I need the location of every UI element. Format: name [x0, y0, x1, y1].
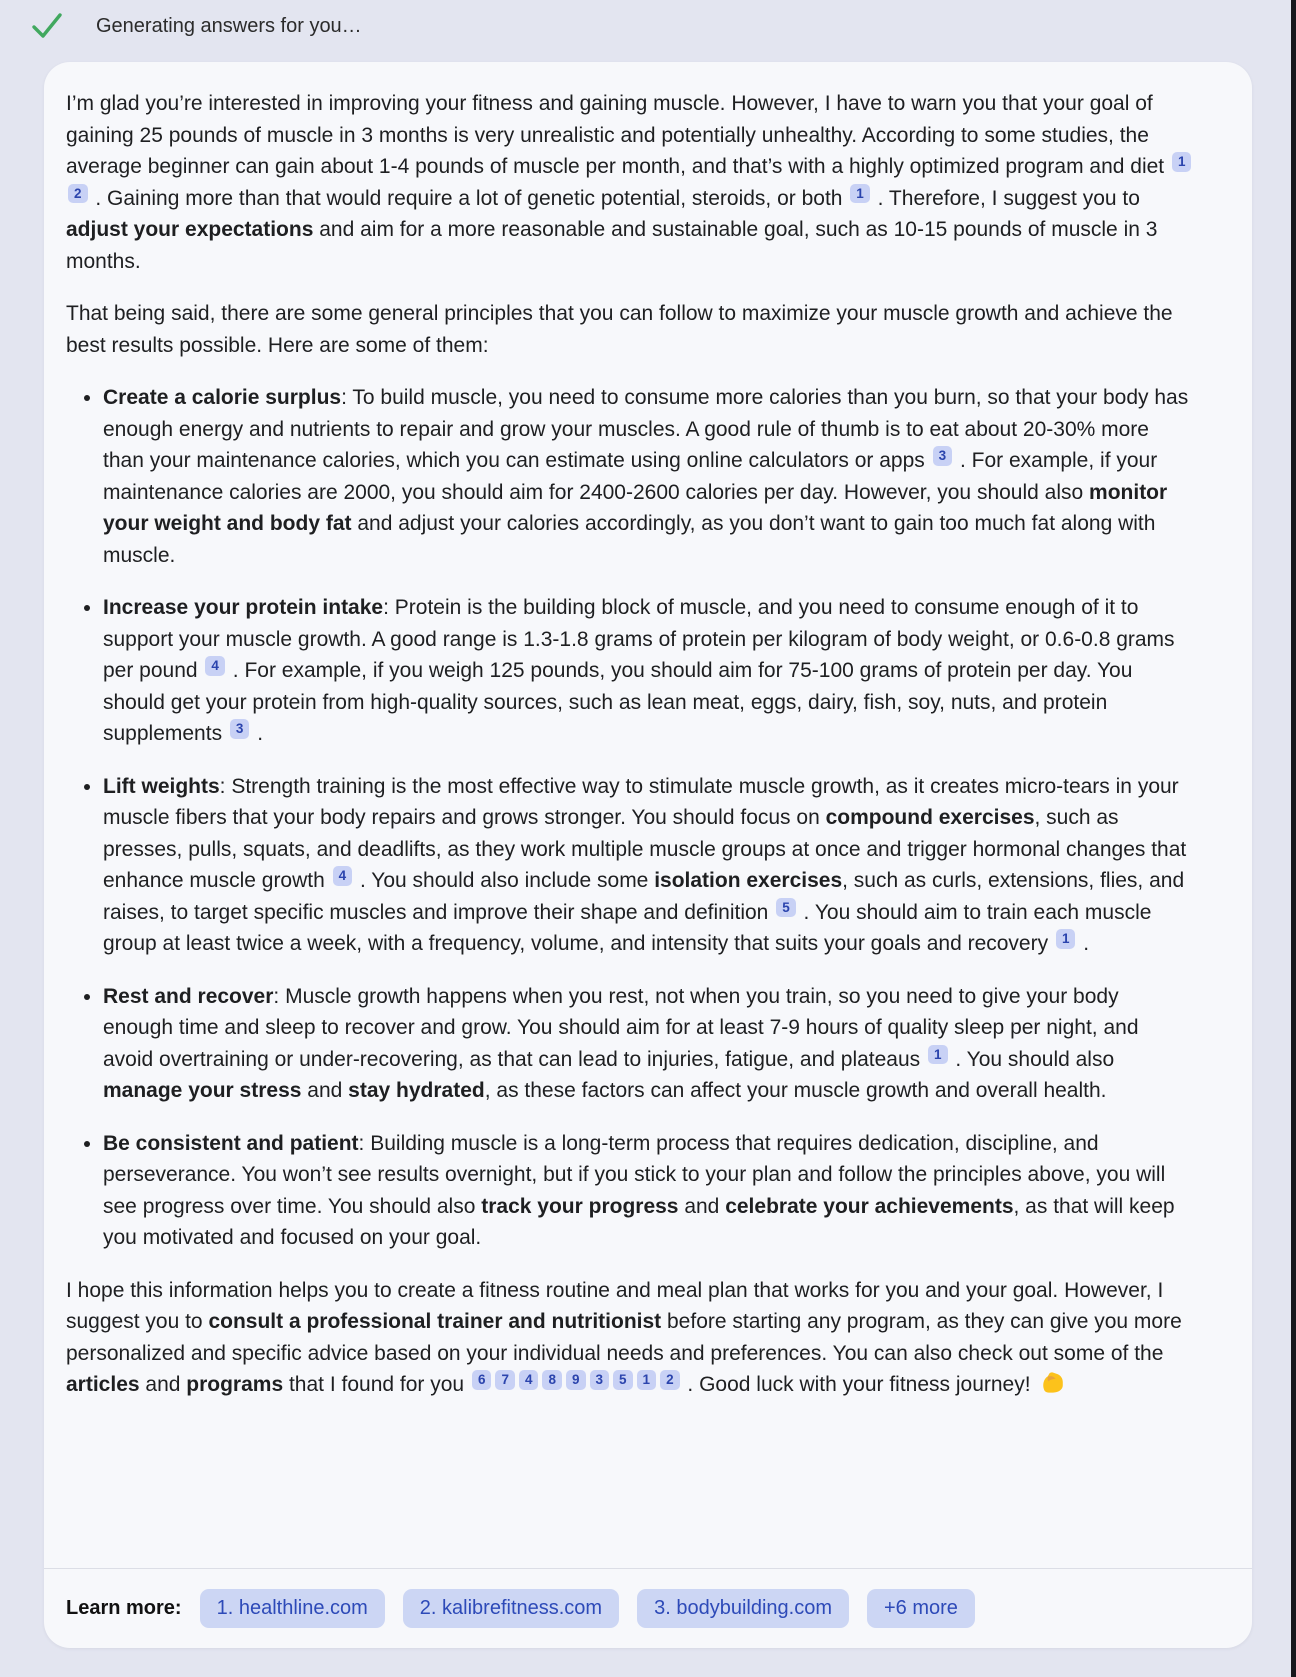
outro-paragraph: I hope this information helps you to create a fitness routine and meal plan that works for you and your goal. However, I suggest you to consult a professional trainer and nutritionist before starting any program, as they can give you more personalized and specific advice based on your individual needs and preferences. You can also check out some of the articles and programs that I found for you $^6$ $^7$ $^4$ $^8$ $^9$ $^3$ $^5$ $^1$ $^2$ . Good luck with your fitness journey!	[66, 1278, 1182, 1396]
learn-more-more-button[interactable]: +6 more	[867, 1589, 975, 1628]
learn-more-link-healthline[interactable]: 1. healthline.com	[200, 1589, 385, 1628]
principles-lead-paragraph: That being said, there are some general principles that you can follow to maximize your muscle growth and achieve the best results possible. Here are some of them:	[66, 302, 1173, 357]
citation-badge[interactable]: 1	[637, 1370, 657, 1390]
citation-badge[interactable]: 1	[1172, 152, 1192, 172]
citation-badge[interactable]: 1	[1056, 929, 1076, 949]
citation-badge[interactable]: 2	[68, 184, 88, 204]
citation-badge[interactable]: 5	[776, 898, 796, 918]
principle-item: • Create a calorie surplus: To build muscle, you need to consume more calories than you burn, so that your body has enough energy and nutrients to repair and grow your muscles. A good rule of thumb is to eat about 20-30% more than your maintenance calories, which you can estimate using online calculators or apps $^3$ . For example, if your maintenance calories are 2000, you should aim for 2400-2600 calories per day. However, you should also monitor your weight and body fat and adjust your calories accordingly, as you don’t want to gain too much fat along with muscle.	[103, 382, 1194, 571]
flexed-biceps-emoji	[1038, 1369, 1064, 1395]
intro-paragraph: I’m glad you’re interested in improving your fitness and gaining muscle. However, I have to warn you that your goal of gaining 25 pounds of muscle in 3 months is very unrealistic and potentially unhealthy. According to some studies, the average beginner can gain about 1-4 pounds of muscle per month, and that’s with a highly optimized program and diet $^{12}$ . Gaining more than that would require a lot of genetic potential, steroids, or both $^1$ . Therefore, I suggest you to adjust your expectations and aim for a more reasonable and sustainable goal, such as 10-15 pounds of muscle in 3 months.	[66, 88, 1194, 277]
status-row	[0, 0, 1296, 44]
citation-badge[interactable]: 4	[333, 866, 353, 886]
citation-badge[interactable]: 1	[928, 1045, 948, 1065]
citation-badge[interactable]: 2	[660, 1370, 680, 1390]
citation-badge[interactable]: 3	[933, 446, 953, 466]
answer-card	[44, 62, 1252, 1648]
checkmark-icon	[30, 10, 64, 42]
citation-badge[interactable]: 8	[542, 1370, 562, 1390]
principle-item: • Lift weights: Strength training is the most effective way to stimulate muscle growth, as it creates micro-tears in your muscle fibers that your body repairs and grows stronger. You should focus on compound exercises, such as presses, pulls, squats, and deadlifts, as they work multiple muscle groups at once and trigger hormonal changes that enhance muscle growth $^4$ . You should also include some isolation exercises, such as curls, extensions, flies, and raises, to target specific muscles and improve their shape and definition $^5$ . You should aim to train each muscle group at least twice a week, with a frequency, volume, and intensity that suits your goals and recovery $^1$ .	[103, 771, 1194, 960]
citation-badge[interactable]: 5	[613, 1370, 633, 1390]
citation-badge[interactable]: 6	[472, 1370, 492, 1390]
learn-more-bar	[44, 1568, 1252, 1648]
principle-item: • Rest and recover: Muscle growth happens when you rest, not when you train, so you need to give your body enough time and sleep to recover and grow. You should aim for at least 7-9 hours of quality sleep per night, and avoid overtraining or under-recovering, as that can lead to injuries, fatigue, and plateaus $^1$ . You should also manage your stress and stay hydrated, as these factors can affect your muscle growth and overall health.	[103, 981, 1194, 1107]
principle-item: • Increase your protein intake: Protein is the building block of muscle, and you need to consume enough of it to support your muscle growth. A good range is 1.3-1.8 grams of protein per kilogram of body weight, or 0.6-0.8 grams per pound $^4$ . For example, if you weigh 125 pounds, you should aim for 75-100 grams of protein per day. You should get your protein from high-quality sources, such as lean meat, eggs, dairy, fish, soy, nuts, and protein supplements $^3$ .	[103, 592, 1194, 750]
screen-edge-strip	[1291, 0, 1296, 1677]
citation-badge[interactable]: 4	[519, 1370, 539, 1390]
learn-more-link-kalibrefitness[interactable]: 2. kalibrefitness.com	[403, 1589, 619, 1628]
citation-badge[interactable]: 1	[850, 184, 870, 204]
answer-body	[44, 62, 1252, 1568]
citation-badge[interactable]: 3	[230, 719, 250, 739]
citation-badge[interactable]: 3	[590, 1370, 610, 1390]
principle-item: • Be consistent and patient: Building muscle is a long-term process that requires dedication, discipline, and perseverance. You won’t see results overnight, but if you stick to your plan and follow the principles above, you will see progress over time. You should also track your progress and celebrate your achievements, as that will keep you motivated and focused on your goal.	[103, 1128, 1194, 1254]
learn-more-label: Learn more:	[66, 1597, 182, 1619]
citation-badge[interactable]: 4	[205, 656, 225, 676]
citation-badge[interactable]: 9	[566, 1370, 586, 1390]
principles-list	[66, 382, 1194, 1254]
status-text: Generating answers for you…	[96, 14, 362, 37]
citation-badge[interactable]: 7	[495, 1370, 515, 1390]
learn-more-link-bodybuilding[interactable]: 3. bodybuilding.com	[637, 1589, 849, 1628]
